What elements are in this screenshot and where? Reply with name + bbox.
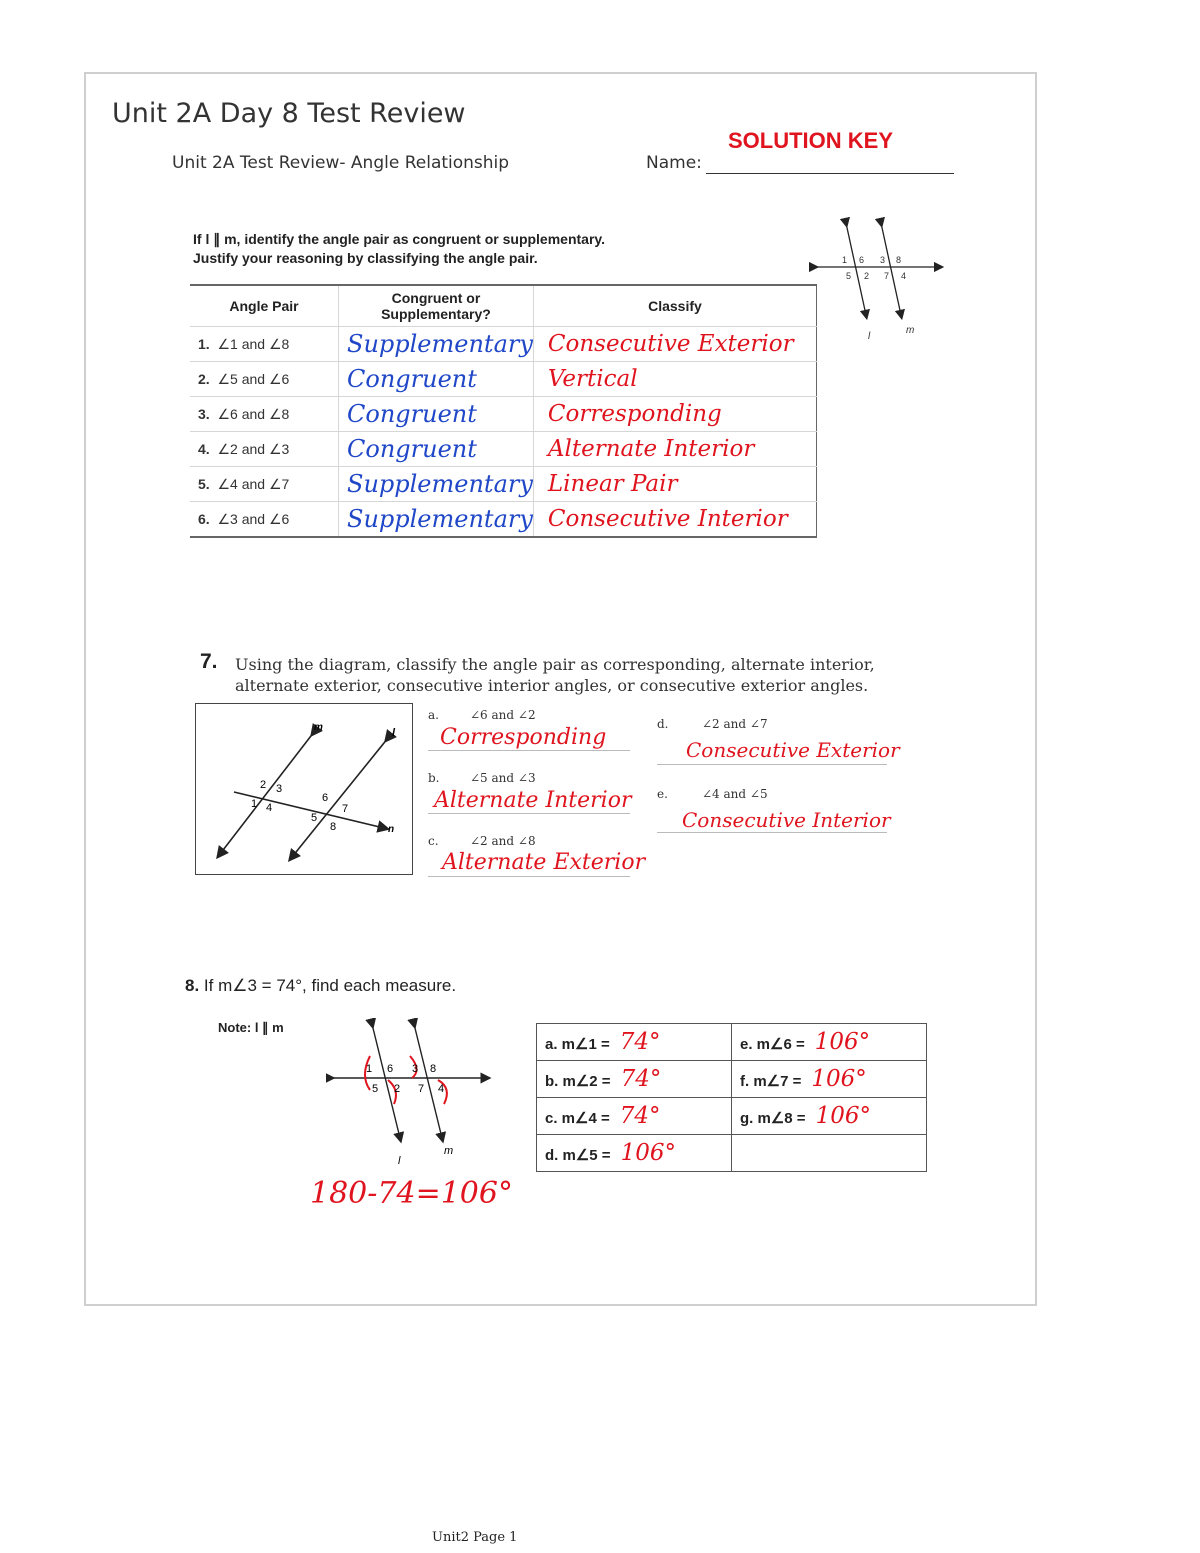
line-m-label: m bbox=[314, 722, 323, 733]
question-7-diagram-box bbox=[195, 703, 413, 875]
angle-1-label: 1 bbox=[366, 1063, 373, 1075]
item-c-letter: c. bbox=[428, 834, 439, 848]
page-title: Unit 2A Day 8 Test Review bbox=[112, 98, 466, 129]
angle-8-label: 8 bbox=[330, 821, 337, 833]
angle-pair: ∠4 and ∠7 bbox=[217, 475, 290, 492]
classification-answer: Alternate Interior bbox=[533, 432, 816, 467]
angle-3-label: 3 bbox=[880, 255, 886, 265]
angle-2-label: 2 bbox=[394, 1083, 401, 1095]
item-d-answer: Consecutive Exterior bbox=[686, 738, 900, 762]
classification-answer: Consecutive Exterior bbox=[533, 327, 816, 362]
line-n-label: n bbox=[388, 824, 395, 835]
angle-5-label: 5 bbox=[311, 812, 318, 824]
question-7-text: Using the diagram, classify the angle pair as corresponding, alternate interior, alternate exterior, consecutive interior angles, or consecutive exterior angles. bbox=[235, 655, 875, 695]
congruence-answer: Supplementary bbox=[339, 502, 534, 538]
table-row bbox=[537, 1024, 927, 1061]
table-row bbox=[537, 1135, 927, 1172]
row-number: 4. bbox=[198, 440, 210, 457]
question-7-number: 7. bbox=[200, 650, 218, 673]
item-b-pair: ∠5 and ∠3 bbox=[470, 771, 536, 785]
row-number: 2. bbox=[198, 370, 210, 387]
item-b-answer: Alternate Interior bbox=[434, 788, 632, 813]
line-l-label: l bbox=[392, 727, 396, 739]
item-d-pair: ∠2 and ∠7 bbox=[702, 717, 768, 731]
item-c-pair: ∠2 and ∠8 bbox=[470, 834, 536, 848]
table-row bbox=[537, 1098, 927, 1135]
congruence-answer: Congruent bbox=[339, 362, 534, 397]
item-a-answer: Corresponding bbox=[440, 725, 607, 750]
column-header-angle-pair: Angle Pair bbox=[190, 285, 339, 327]
congruence-answer: Supplementary bbox=[339, 327, 534, 362]
angle-6-label: 6 bbox=[387, 1063, 394, 1075]
angle-4-label: 4 bbox=[901, 271, 907, 281]
column-header-congruent: Congruent or Supplementary? bbox=[339, 285, 534, 327]
name-label: Name: bbox=[646, 153, 702, 173]
table-row bbox=[190, 362, 817, 397]
congruence-answer: Supplementary bbox=[339, 467, 534, 502]
item-c-answer: Alternate Exterior bbox=[442, 850, 646, 875]
angle-6-label: 6 bbox=[322, 792, 329, 804]
angle-6-label: 6 bbox=[859, 255, 865, 265]
parallel-note: Note: l ∥ m bbox=[218, 1020, 284, 1035]
angle-4-label: 4 bbox=[438, 1083, 445, 1095]
classification-answer: Linear Pair bbox=[533, 467, 816, 502]
angle-1-label: 1 bbox=[251, 798, 258, 810]
angle-8-label: 8 bbox=[430, 1063, 437, 1075]
item-e-letter: e. bbox=[657, 787, 668, 801]
row-number: 5. bbox=[198, 475, 210, 492]
angle-5-label: 5 bbox=[372, 1083, 379, 1095]
item-b-letter: b. bbox=[428, 771, 440, 785]
measure-value: 106° bbox=[814, 1029, 871, 1055]
classification-answer: Vertical bbox=[533, 362, 816, 397]
measure-label: b. m∠2 = bbox=[545, 1073, 611, 1090]
row-number: 3. bbox=[198, 405, 210, 422]
angle-7-label: 7 bbox=[418, 1083, 425, 1095]
table-row bbox=[190, 397, 817, 432]
question-8-number: 8. bbox=[185, 976, 200, 995]
angle-8-label: 8 bbox=[896, 255, 902, 265]
item-e-pair: ∠4 and ∠5 bbox=[702, 787, 768, 801]
transversal-diagram-q7 bbox=[196, 704, 411, 873]
angle-7-label: 7 bbox=[342, 803, 349, 815]
angle-1-label: 1 bbox=[842, 255, 848, 265]
table-row bbox=[190, 432, 817, 467]
angle-2-label: 2 bbox=[260, 779, 267, 791]
item-d-letter: d. bbox=[657, 717, 669, 731]
angle-pair: ∠5 and ∠6 bbox=[217, 370, 290, 387]
angle-4-label: 4 bbox=[266, 802, 273, 814]
angle-3-label: 3 bbox=[412, 1063, 419, 1075]
measure-label: g. m∠8 = bbox=[740, 1110, 806, 1127]
measure-value: 106° bbox=[815, 1103, 871, 1129]
angle-pair: ∠2 and ∠3 bbox=[217, 440, 290, 457]
measure-value: 74° bbox=[619, 1103, 661, 1129]
table-row bbox=[190, 327, 817, 362]
line-l-label: l bbox=[868, 331, 871, 342]
angle-pair: ∠6 and ∠8 bbox=[217, 405, 290, 422]
row-number: 6. bbox=[198, 510, 210, 527]
classification-answer: Corresponding bbox=[533, 397, 816, 432]
measure-label: f. m∠7 = bbox=[740, 1073, 802, 1090]
congruence-answer: Congruent bbox=[339, 397, 534, 432]
measure-value: 106° bbox=[620, 1140, 676, 1166]
measure-value: 74° bbox=[619, 1029, 661, 1055]
question-8-text: If m∠3 = 74°, find each measure. bbox=[203, 976, 457, 995]
page-footer: Unit2 Page 1 bbox=[432, 1530, 518, 1545]
table-row bbox=[190, 467, 817, 502]
angle-pair-table bbox=[190, 284, 817, 538]
item-e-answer: Consecutive Interior bbox=[682, 808, 891, 832]
item-a-pair: ∠6 and ∠2 bbox=[470, 708, 536, 722]
angle-3-label: 3 bbox=[276, 783, 283, 795]
row-number: 1. bbox=[198, 335, 210, 352]
angle-5-label: 5 bbox=[846, 271, 852, 281]
name-field-line[interactable] bbox=[706, 173, 954, 174]
item-a-letter: a. bbox=[428, 708, 439, 722]
angle-pair: ∠3 and ∠6 bbox=[217, 510, 290, 527]
angle-measures-table bbox=[536, 1023, 927, 1172]
question-8-prompt bbox=[185, 976, 456, 996]
worksheet-subtitle: Unit 2A Test Review- Angle Relationship bbox=[172, 153, 510, 173]
column-header-classify: Classify bbox=[533, 285, 816, 327]
measure-value: 74° bbox=[620, 1066, 662, 1092]
angle-2-label: 2 bbox=[864, 271, 870, 281]
measure-label: c. m∠4 = bbox=[545, 1110, 610, 1127]
solution-key-label: SOLUTION KEY bbox=[728, 128, 894, 153]
classification-answer: Consecutive Interior bbox=[533, 502, 816, 538]
angle-pair: ∠1 and ∠8 bbox=[217, 335, 290, 352]
line-m-label: m bbox=[444, 1145, 454, 1157]
measure-label: d. m∠5 = bbox=[545, 1147, 611, 1164]
line-m-label: m bbox=[906, 325, 915, 336]
parallel-lines-diagram-q8 bbox=[326, 1018, 494, 1168]
instruction-line-2: Justify your reasoning by classifying the angle pair. bbox=[193, 250, 538, 266]
table-row bbox=[190, 502, 817, 538]
measure-label: a. m∠1 = bbox=[545, 1036, 610, 1053]
table-row bbox=[537, 1061, 927, 1098]
parallel-lines-diagram-1 bbox=[804, 215, 949, 345]
measure-value: 106° bbox=[811, 1066, 867, 1092]
angle-7-label: 7 bbox=[884, 271, 890, 281]
measure-label: e. m∠6 = bbox=[740, 1036, 805, 1053]
congruence-answer: Congruent bbox=[339, 432, 534, 467]
instruction-line-1: If l ∥ m, identify the angle pair as congruent or supplementary. bbox=[193, 231, 606, 247]
line-l-label: l bbox=[398, 1155, 401, 1167]
supplement-calculation: 180-74=106° bbox=[310, 1176, 513, 1211]
